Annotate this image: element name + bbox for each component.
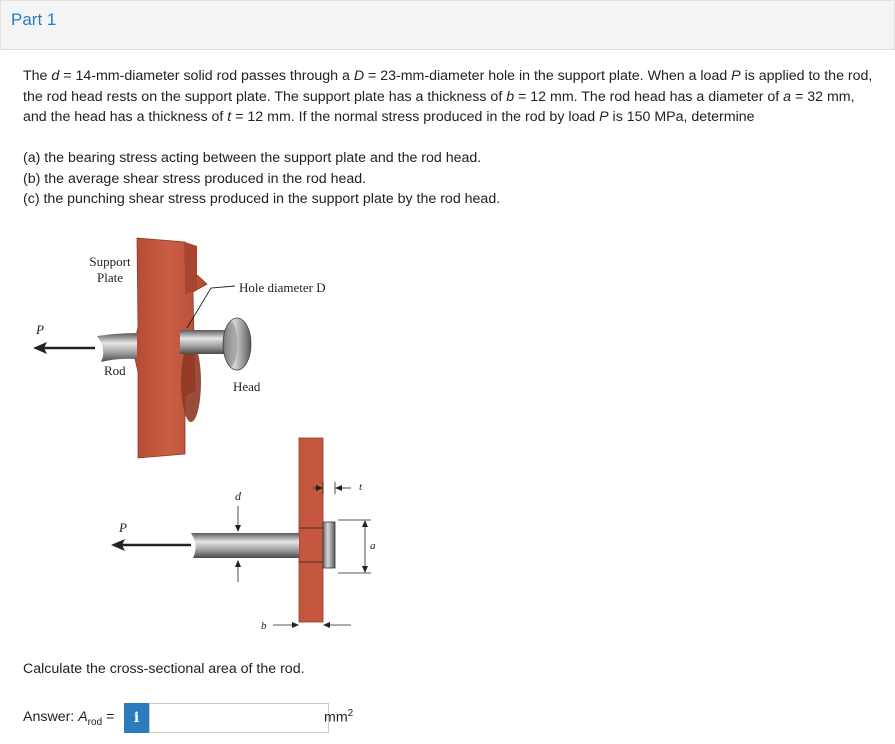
answer-equals: = [102,709,115,725]
question-parts [23,148,500,210]
rod-section [191,533,299,558]
problem-text: is 150 MPa, determine [608,109,755,126]
problem-text: = 12 mm. The rod head has a diameter of [514,88,784,105]
problem-text: = 12 mm. If the normal stress produced in the rod by load [231,109,600,126]
rod-plate-figure [25,232,376,652]
support-plate-section [299,438,323,622]
dim-d-label: d [235,489,241,503]
rod-head-3d [223,318,251,370]
rod-head-section [323,522,335,568]
part-c-text: (c) the punching shear stress produced in the support plate by the rod head. [23,191,501,208]
var-d: d [51,68,60,84]
var-b: b [506,88,515,105]
problem-text: The [23,68,52,84]
answer-prefix: Answer: [23,709,79,725]
rod-3d [97,333,137,362]
dim-a-label: a [370,540,376,552]
answer-unit [324,708,353,726]
rod-label: Rod [104,363,126,378]
part-header [0,0,895,50]
var-P: P [731,68,741,84]
part-b-text: (b) the average shear stress produced in the rod head. [23,170,367,187]
var-a: a [783,88,792,105]
problem-text: = 23-mm-diameter hole in the support plate. When a load [364,68,732,84]
load-p-label-top: P [36,322,44,337]
problem-statement [23,66,873,128]
dim-b-label: b [261,620,267,632]
answer-subscript: rod [87,716,103,728]
rod-shaft-3d [180,330,230,354]
problem-text: = 14-mm-diameter solid rod passes through a [59,68,354,84]
unit-base: mm [324,709,348,726]
var-t: t [227,109,232,126]
part-a-text: (a) the bearing stress acting between the support plate and the rod head. [23,150,482,166]
var-D: D [353,68,365,84]
problem-text: is applied to the rod, the rod head rests on the support plate. The support plate has a thickness of [23,68,873,105]
answer-label [23,709,114,728]
problem-text: = 32 mm, and the head has a thickness of [23,88,855,126]
support-label-1: Support [89,254,131,269]
load-p-label-bottom: P [119,520,127,535]
answer-input[interactable] [149,703,329,733]
hole-diameter-label: Hole diameter D [239,280,326,295]
part-title: Part 1 [11,10,57,29]
info-icon[interactable]: i [124,703,149,733]
head-label: Head [233,379,261,394]
var-P: P [599,109,609,126]
unit-exponent: 2 [347,708,354,719]
answer-var: A [78,709,88,725]
dim-t-label: t [359,481,363,493]
support-label-2: Plate [97,270,123,285]
question-prompt: Calculate the cross-sectional area of the rod. [23,661,305,677]
hole-leader-line [187,286,235,328]
